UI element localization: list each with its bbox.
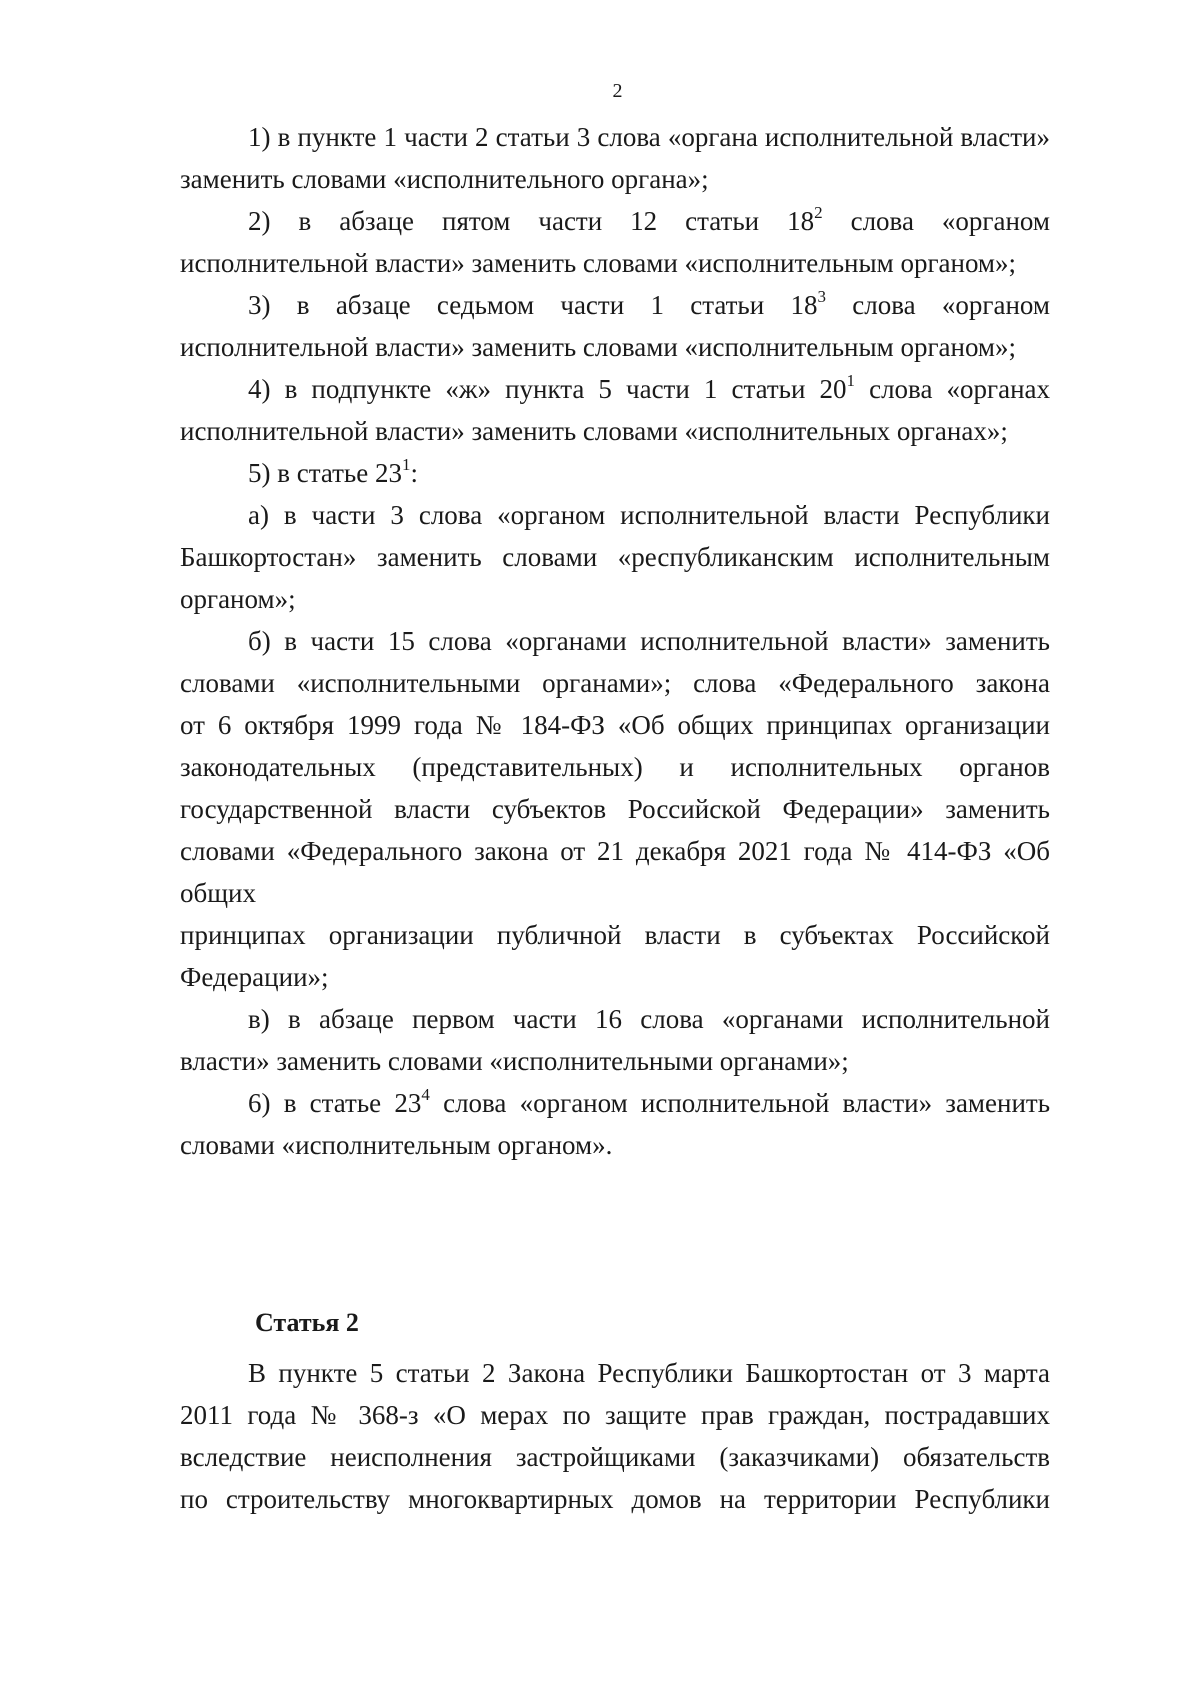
- subitem-b-line: словами «Федерального закона от 21 декабря 2021 года № 414-ФЗ «Об общих: [180, 836, 1050, 908]
- item-6-superscript: 4: [421, 1085, 430, 1104]
- item-5-text: 5) в статье 23: [248, 458, 402, 488]
- item-5-superscript: 1: [401, 455, 411, 474]
- subitem-b-line: б) в части 15 слова «органами исполнительной власти» заменить: [248, 626, 1050, 656]
- item-4-text-rest: слова «органах исполнительной власти» заменить словами «исполнительных органах»;: [180, 374, 1051, 446]
- item-6-text-rest: слова «органом исполнительной власти» заменить словами «исполнительным органом».: [180, 1088, 1051, 1160]
- subitem-b-line: принципах организации публичной власти в субъектах Российской: [180, 920, 1050, 950]
- item-3-text: 3) в абзаце седьмом части 1 статьи 18: [248, 290, 818, 320]
- item-3-superscript: 3: [817, 287, 826, 306]
- item-2-superscript: 2: [814, 203, 823, 222]
- item-3: [180, 284, 1050, 368]
- subitem-b-line: от 6 октября 1999 года № 184-ФЗ «Об общих принципах организации: [180, 710, 1050, 740]
- article-2-body: [180, 1352, 1050, 1520]
- item-4: [180, 368, 1050, 452]
- item-6-text: 6) в статье 23: [248, 1088, 422, 1118]
- item-2-text: 2) в абзаце пятом части 12 статьи 18: [248, 206, 815, 236]
- subitem-b-line: словами «исполнительными органами»; слова «Федерального закона: [180, 668, 1050, 698]
- item-4-superscript: 1: [846, 371, 856, 390]
- article-2-line: 2011 года № 368-з «О мерах по защите прав граждан, пострадавших: [180, 1400, 1050, 1430]
- item-5: [180, 452, 1050, 494]
- subitem-b-line: законодательных (представительных) и исполнительных органов: [180, 752, 1050, 782]
- subitem-b-line: Федерации»;: [180, 962, 329, 992]
- article-2-line: В пункте 5 статьи 2 Закона Республики Башкортостан от 3 марта: [248, 1358, 1050, 1388]
- item-1: 1) в пункте 1 части 2 статьи 3 слова «органа исполнительной власти» заменить словами «исполнительного органа»;: [180, 122, 1050, 194]
- amendments-list: [180, 116, 1050, 1166]
- article-2-line: по строительству многоквартирных домов на территории Республики: [180, 1484, 1050, 1514]
- subitem-b-line: государственной власти субъектов Российской Федерации» заменить: [180, 794, 1050, 824]
- item-6: [180, 1082, 1050, 1166]
- item-5-text-rest: :: [410, 458, 418, 488]
- item-3-text-rest: слова «органом исполнительной власти» заменить словами «исполнительным органом»;: [180, 290, 1050, 362]
- item-4-text: 4) в подпункте «ж» пункта 5 части 1 статьи 20: [248, 374, 847, 404]
- item-2-text-rest: слова «органом исполнительной власти» заменить словами «исполнительным органом»;: [180, 206, 1050, 278]
- article-2-line: вследствие неисполнения застройщиками (заказчиками) обязательств: [180, 1442, 1050, 1472]
- article-2-heading: Статья 2: [255, 1308, 359, 1337]
- item-2: [180, 200, 1050, 284]
- subitem-v: в) в абзаце первом части 16 слова «органами исполнительной власти» заменить словами «исполнительными органами»;: [180, 1004, 1050, 1076]
- subitem-a: а) в части 3 слова «органом исполнительной власти Республики Башкортостан» заменить словами «республиканским исполнительным органом»;: [180, 500, 1050, 614]
- subitem-b: [180, 620, 1050, 998]
- page-number: 2: [612, 80, 623, 102]
